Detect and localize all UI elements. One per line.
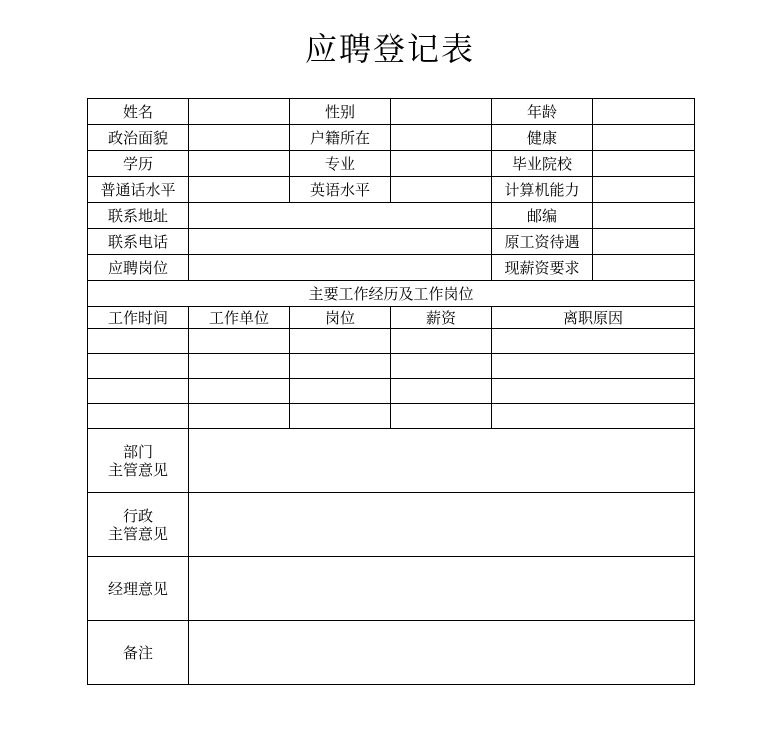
manager-opinion-row [88, 557, 695, 621]
admin-opinion-input-cell[interactable] [189, 493, 695, 557]
education-input-cell[interactable] [189, 151, 290, 177]
label-dept-supervisor-opinion [88, 429, 189, 493]
position-cell[interactable] [290, 379, 391, 404]
position-cell[interactable] [290, 354, 391, 379]
employer-cell[interactable] [189, 379, 290, 404]
computer-skill-input-cell[interactable] [593, 177, 695, 203]
row-address-postal [88, 203, 695, 229]
health-input-cell[interactable] [593, 125, 695, 151]
contact-address-input-cell[interactable] [189, 203, 492, 229]
work-history-section-title: 主要工作经历及工作岗位 [88, 281, 695, 307]
mandarin-level-input-cell[interactable] [189, 177, 290, 203]
work-time-cell[interactable] [88, 404, 189, 429]
household-registration-input-cell[interactable] [391, 125, 492, 151]
dept-opinion-row [88, 429, 695, 493]
leaving-reason-cell[interactable] [492, 354, 695, 379]
row-phone-original-salary [88, 229, 695, 255]
major-input-cell[interactable] [391, 151, 492, 177]
application-form-table [87, 98, 695, 685]
label-computer-skill: 计算机能力 [492, 177, 593, 203]
label-applied-position: 应聘岗位 [88, 255, 189, 281]
contact-phone-input-cell[interactable] [189, 229, 492, 255]
label-english-level: 英语水平 [290, 177, 391, 203]
column-header-position: 岗位 [290, 307, 391, 329]
graduated-school-input-cell[interactable] [593, 151, 695, 177]
column-header-leaving-reason: 离职原因 [492, 307, 695, 329]
employer-cell[interactable] [189, 404, 290, 429]
work-history-row [88, 404, 695, 429]
work-history-section-row [88, 281, 695, 307]
salary-cell[interactable] [391, 379, 492, 404]
work-time-cell[interactable] [88, 354, 189, 379]
work-history-header-row [88, 307, 695, 329]
original-salary-input-cell[interactable] [593, 229, 695, 255]
row-political-household-health [88, 125, 695, 151]
row-name-gender-age [88, 99, 695, 125]
label-major: 专业 [290, 151, 391, 177]
label-political-status: 政治面貌 [88, 125, 189, 151]
dept-label-line1: 部门 [122, 442, 153, 461]
name-input-cell[interactable] [189, 99, 290, 125]
work-history-row [88, 354, 695, 379]
label-graduated-school: 毕业院校 [492, 151, 593, 177]
salary-cell[interactable] [391, 329, 492, 354]
dept-label-line2: 主管意见 [107, 460, 168, 479]
salary-cell[interactable] [391, 354, 492, 379]
label-admin-supervisor-opinion [88, 493, 189, 557]
position-cell[interactable] [290, 404, 391, 429]
leaving-reason-cell[interactable] [492, 329, 695, 354]
leaving-reason-cell[interactable] [492, 404, 695, 429]
row-mandarin-english-computer [88, 177, 695, 203]
label-manager-opinion: 经理意见 [88, 557, 189, 621]
label-education: 学历 [88, 151, 189, 177]
remarks-input-cell[interactable] [189, 621, 695, 685]
salary-cell[interactable] [391, 404, 492, 429]
label-expected-salary: 现薪资要求 [492, 255, 593, 281]
label-mandarin-level: 普通话水平 [88, 177, 189, 203]
label-original-salary: 原工资待遇 [492, 229, 593, 255]
postal-code-input-cell[interactable] [593, 203, 695, 229]
work-history-row [88, 379, 695, 404]
gender-input-cell[interactable] [391, 99, 492, 125]
dept-opinion-input-cell[interactable] [189, 429, 695, 493]
admin-label-line1: 行政 [122, 506, 153, 525]
applied-position-input-cell[interactable] [189, 255, 492, 281]
row-education-major-school [88, 151, 695, 177]
employer-cell[interactable] [189, 354, 290, 379]
expected-salary-input-cell[interactable] [593, 255, 695, 281]
column-header-employer: 工作单位 [189, 307, 290, 329]
work-time-cell[interactable] [88, 379, 189, 404]
leaving-reason-cell[interactable] [492, 379, 695, 404]
manager-opinion-input-cell[interactable] [189, 557, 695, 621]
label-health: 健康 [492, 125, 593, 151]
row-position-expected-salary [88, 255, 695, 281]
page-title: 应聘登记表 [304, 30, 475, 68]
label-contact-phone: 联系电话 [88, 229, 189, 255]
employer-cell[interactable] [189, 329, 290, 354]
label-age: 年龄 [492, 99, 593, 125]
work-history-row [88, 329, 695, 354]
age-input-cell[interactable] [593, 99, 695, 125]
english-level-input-cell[interactable] [391, 177, 492, 203]
work-time-cell[interactable] [88, 329, 189, 354]
remarks-row [88, 621, 695, 685]
admin-opinion-row [88, 493, 695, 557]
position-cell[interactable] [290, 329, 391, 354]
column-header-work-time: 工作时间 [88, 307, 189, 329]
label-name: 姓名 [88, 99, 189, 125]
political-status-input-cell[interactable] [189, 125, 290, 151]
column-header-salary: 薪资 [391, 307, 492, 329]
label-remarks: 备注 [88, 621, 189, 685]
admin-label-line2: 主管意见 [107, 524, 168, 543]
label-household-registration: 户籍所在 [290, 125, 391, 151]
label-gender: 性别 [290, 99, 391, 125]
label-contact-address: 联系地址 [88, 203, 189, 229]
label-postal-code: 邮编 [492, 203, 593, 229]
